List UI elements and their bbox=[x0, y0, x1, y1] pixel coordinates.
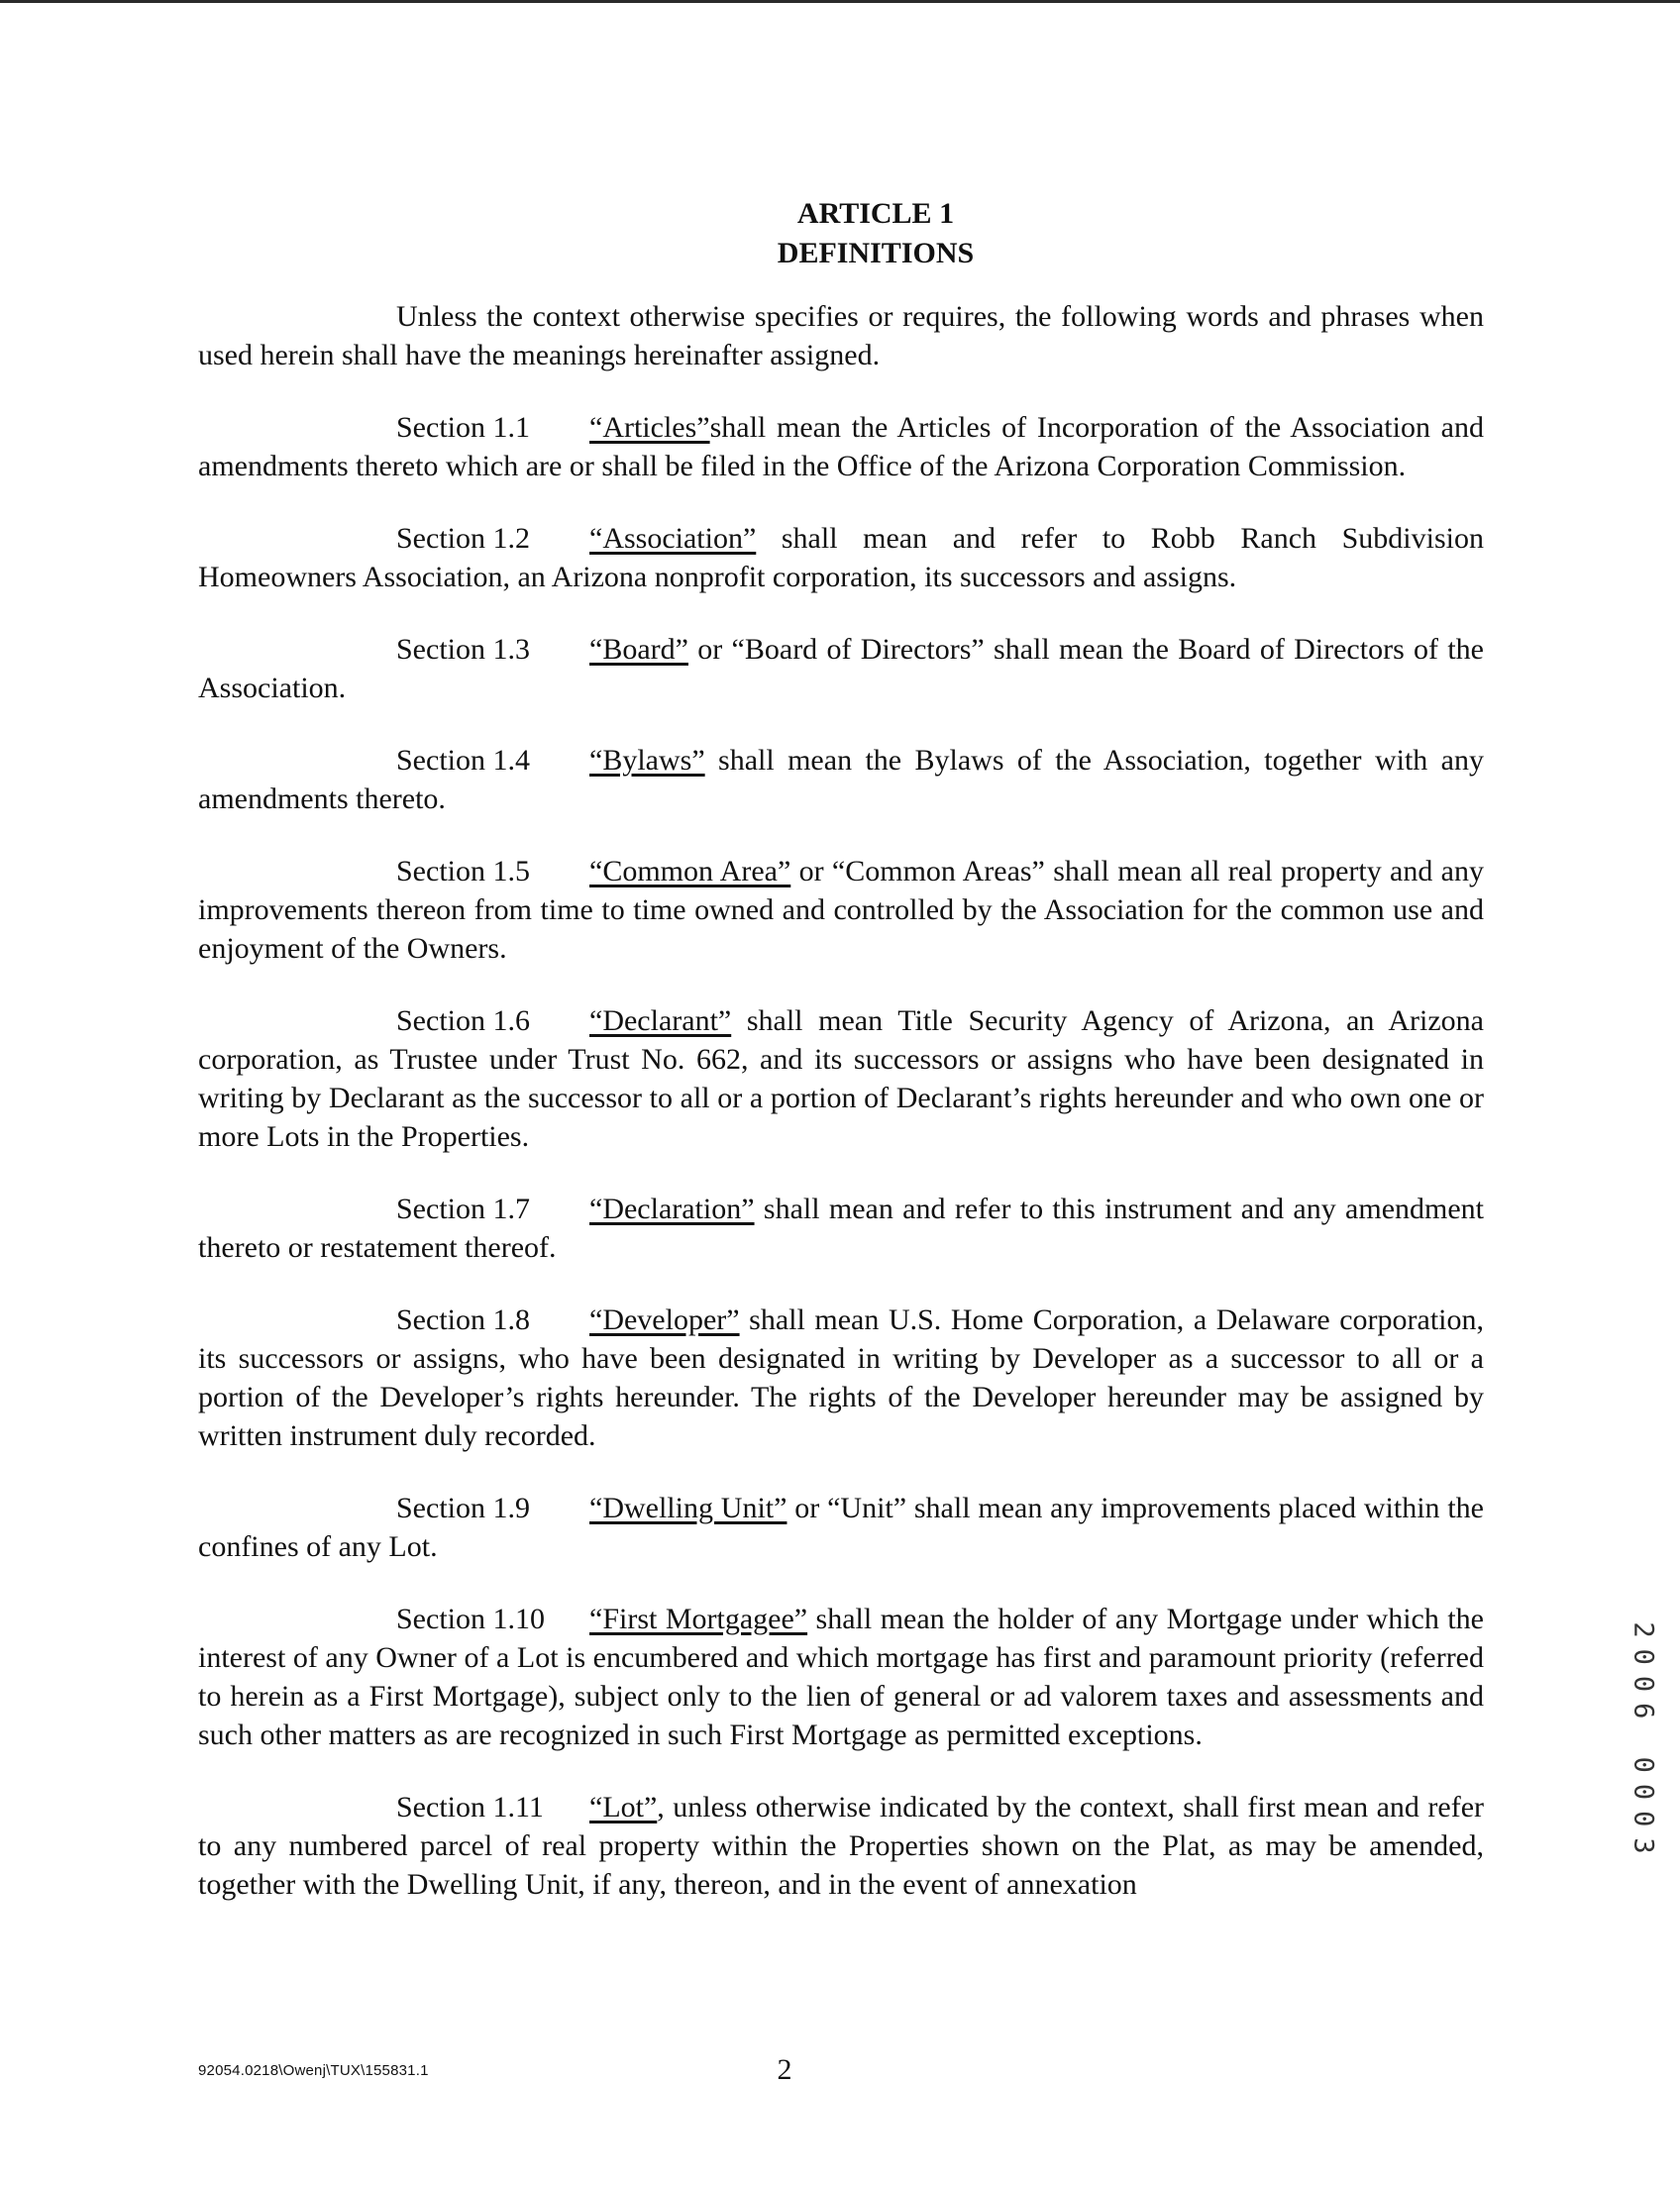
defined-term: “Declarant” bbox=[589, 1004, 732, 1037]
section-text: shall mean and refer to this instrument and any amendment thereto or restatement thereof. bbox=[198, 1193, 1484, 1264]
section-number: Section 1.9 bbox=[396, 1492, 530, 1524]
section-1-11 bbox=[198, 1788, 1484, 1904]
section-number: Section 1.11 bbox=[396, 1791, 544, 1823]
section-number: Section 1.5 bbox=[396, 855, 530, 887]
section-1-2 bbox=[198, 519, 1484, 596]
section-text: or “Unit” shall mean any improvements placed within the confines of any Lot. bbox=[198, 1492, 1484, 1563]
section-text: shall mean the Articles of Incorporation of the Association and amendments thereto which are or shall be filed in the Office of the Arizona Corporation Commission. bbox=[198, 411, 1484, 482]
section-number: Section 1.10 bbox=[396, 1603, 545, 1635]
recording-stamp-text: 2006 0003 bbox=[1628, 1621, 1659, 1865]
section-number: Section 1.1 bbox=[396, 411, 530, 444]
section-number: Section 1.3 bbox=[396, 633, 530, 666]
section-1-10 bbox=[198, 1600, 1484, 1754]
section-1-9 bbox=[198, 1489, 1484, 1566]
section-text: shall mean U.S. Home Corporation, a Delaware corporation, its successors or assigns, who have been designated in writing by Developer as a successor to all or a portion of the Developer’s rights hereunder. The rights of the Developer hereunder may be assigned by written instrument duly recorded. bbox=[198, 1303, 1484, 1452]
section-number: Section 1.7 bbox=[396, 1193, 530, 1225]
defined-term: “First Mortgagee” bbox=[589, 1603, 808, 1635]
defined-term: “Dwelling Unit” bbox=[589, 1492, 788, 1524]
section-1-3 bbox=[198, 630, 1484, 707]
section-text: shall mean the holder of any Mortgage under which the interest of any Owner of a Lot is encumbered and which mortgage has first and paramount priority (referred to herein as a First Mortgage), subject only to the lien of general or ad valorem taxes and assessments and such other matters as are recognized in such First Mortgage as permitted exceptions. bbox=[198, 1603, 1484, 1751]
article-heading bbox=[198, 194, 1484, 273]
defined-term: “Declaration” bbox=[589, 1193, 755, 1225]
section-1-4 bbox=[198, 741, 1484, 818]
defined-term: “Articles” bbox=[589, 411, 710, 444]
section-text: or “Common Areas” shall mean all real property and any improvements thereon from time to time owned and controlled by the Association for the common use and enjoyment of the Owners. bbox=[198, 855, 1484, 965]
defined-term: “Lot” bbox=[589, 1791, 658, 1823]
scan-top-edge bbox=[0, 0, 1680, 3]
intro-paragraph: Unless the context otherwise specifies or requires, the following words and phrases when used herein shall have the meanings hereinafter assigned. bbox=[198, 300, 1484, 371]
footer-document-id: 92054.0218\Owenj\TUX\155831.1 bbox=[198, 2062, 429, 2079]
section-text: shall mean and refer to Robb Ranch Subdivision Homeowners Association, an Arizona nonprofit corporation, its successors and assigns. bbox=[198, 522, 1484, 593]
document-page bbox=[198, 194, 1484, 1937]
defined-term: “Developer” bbox=[589, 1303, 740, 1336]
defined-term: “Board” bbox=[589, 633, 688, 666]
defined-term: “Association” bbox=[589, 522, 757, 555]
section-1-1 bbox=[198, 408, 1484, 485]
section-text: shall mean the Bylaws of the Association, together with any amendments thereto. bbox=[198, 744, 1484, 815]
section-text: or “Board of Directors” shall mean the Board of Directors of the Association. bbox=[198, 633, 1484, 704]
page-number: 2 bbox=[777, 2053, 792, 2086]
section-text: , unless otherwise indicated by the context, shall first mean and refer to any numbered parcel of real property within the Properties shown on the Plat, as may be amended, together with the Dwelling Unit, if any, thereon, and in the event of annexation bbox=[198, 1791, 1484, 1901]
defined-term: “Bylaws” bbox=[589, 744, 705, 777]
section-number: Section 1.2 bbox=[396, 522, 530, 555]
section-1-6 bbox=[198, 1001, 1484, 1156]
section-1-5 bbox=[198, 852, 1484, 968]
article-title: DEFINITIONS bbox=[777, 237, 975, 269]
section-1-7 bbox=[198, 1190, 1484, 1267]
defined-term: “Common Area” bbox=[589, 855, 791, 887]
section-1-8 bbox=[198, 1301, 1484, 1455]
section-number: Section 1.6 bbox=[396, 1004, 530, 1037]
section-text: shall mean Title Security Agency of Arizona, an Arizona corporation, as Trustee under Trust No. 662, and its successors or assigns who have been designated in writing by Declarant as the successor to all or a portion of Declarant’s rights hereunder and who own one or more Lots in the Properties. bbox=[198, 1004, 1484, 1153]
section-number: Section 1.8 bbox=[396, 1303, 530, 1336]
section-number: Section 1.4 bbox=[396, 744, 530, 777]
recording-stamp bbox=[1628, 1575, 1659, 1912]
article-number: ARTICLE 1 bbox=[796, 197, 955, 230]
